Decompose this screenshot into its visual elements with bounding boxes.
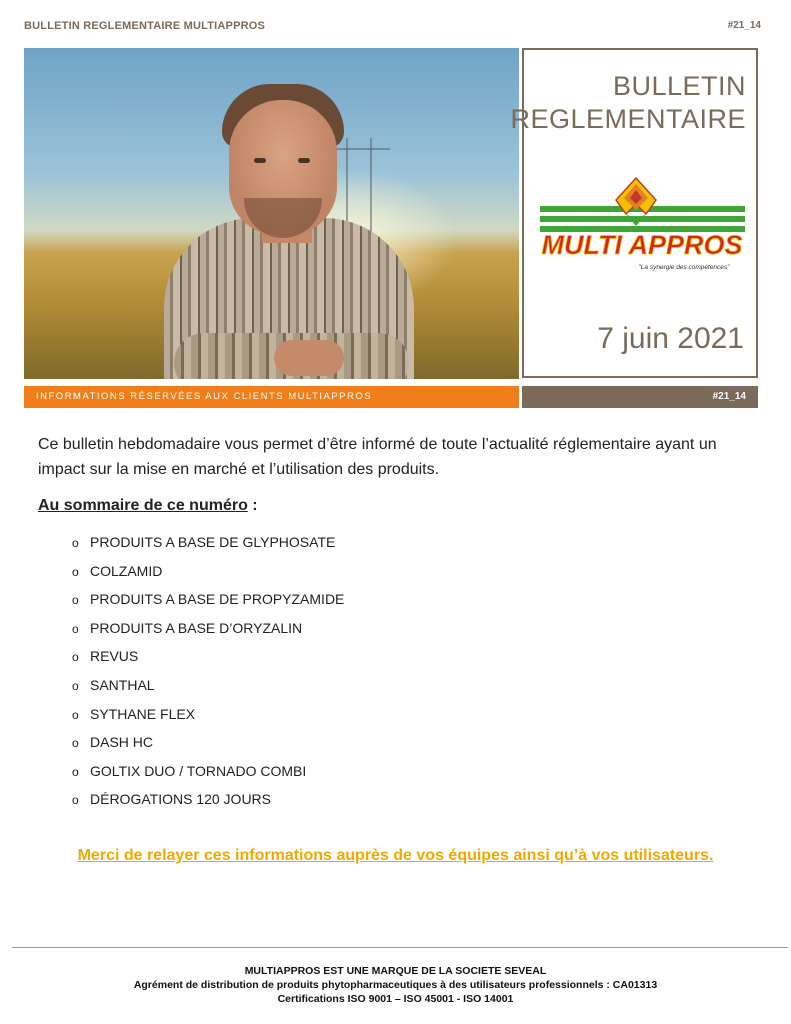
list-item: o SANTHAL (72, 673, 344, 702)
issue-date: 7 juin 2021 (597, 322, 744, 355)
footer-agrement: Agrément de distribution de produits phytopharmaceutiques à des utilisateurs professionnels : CA01313 (133, 979, 658, 991)
list-item: o SYTHANE FLEX (72, 702, 344, 731)
footer (0, 964, 791, 1006)
footer-company: MULTIAPPROS EST UNE MARQUE DE LA SOCIETE SEVEAL (244, 965, 547, 977)
cover-title-box (510, 48, 758, 378)
list-item: o PRODUITS A BASE D’ORYZALIN (72, 616, 344, 645)
list-item: o DASH HC (72, 730, 344, 759)
list-item: o PRODUITS A BASE DE GLYPHOSATE (72, 530, 344, 559)
circle-bullet-icon: o (72, 707, 79, 722)
circle-bullet-icon: o (72, 536, 79, 550)
circle-bullet-icon: o (72, 736, 79, 751)
circle-bullet-icon: o (72, 678, 79, 693)
issue-number: #21_14 (727, 20, 761, 31)
list-item: o PRODUITS A BASE DE PROPYZAMIDE (72, 587, 344, 616)
circle-bullet-icon: o (72, 650, 79, 665)
cover-photo-farmer (24, 48, 519, 379)
summary-heading: Au sommaire de ce numéro : (38, 497, 258, 514)
running-title: BULLETIN REGLEMENTAIRE MULTIAPPROS (24, 20, 266, 32)
issue-band: #21_14 (522, 386, 758, 408)
clients-band: INFORMATIONS RÉSERVÉES AUX CLIENTS MULTIAPPROS (24, 386, 519, 408)
logo-wordmark: MULTI APPROS (541, 230, 743, 260)
cover-title: BULLETIN REGLEMENTAIRE (510, 71, 746, 134)
footer-certifications: Certifications ISO 9001 – ISO 45001 - ISO 14001 (277, 993, 514, 1005)
list-item: o DÉROGATIONS 120 JOURS (72, 787, 344, 816)
list-item: o COLZAMID (72, 559, 344, 588)
logo-tagline: "La synergie des compétences" (638, 264, 730, 271)
intro-paragraph: Ce bulletin hebdomadaire vous permet d’être informé de toute l’actualité réglementaire ayant un impact sur la mise en marché et l’utilisation des produits. (38, 436, 717, 478)
circle-bullet-icon: o (72, 593, 79, 608)
circle-bullet-icon: o (72, 764, 79, 779)
summary-list (72, 530, 344, 816)
circle-bullet-icon: o (72, 564, 79, 579)
thanks-message: Merci de relayer ces informations auprès de vos équipes ainsi qu’à vos utilisateurs. (77, 847, 714, 864)
circle-bullet-icon: o (72, 793, 79, 808)
circle-bullet-icon: o (72, 621, 79, 636)
list-item: o REVUS (72, 644, 344, 673)
footer-divider (12, 947, 788, 948)
multiappros-logo (532, 170, 750, 276)
list-item: o GOLTIX DUO / TORNADO COMBI (72, 759, 344, 788)
